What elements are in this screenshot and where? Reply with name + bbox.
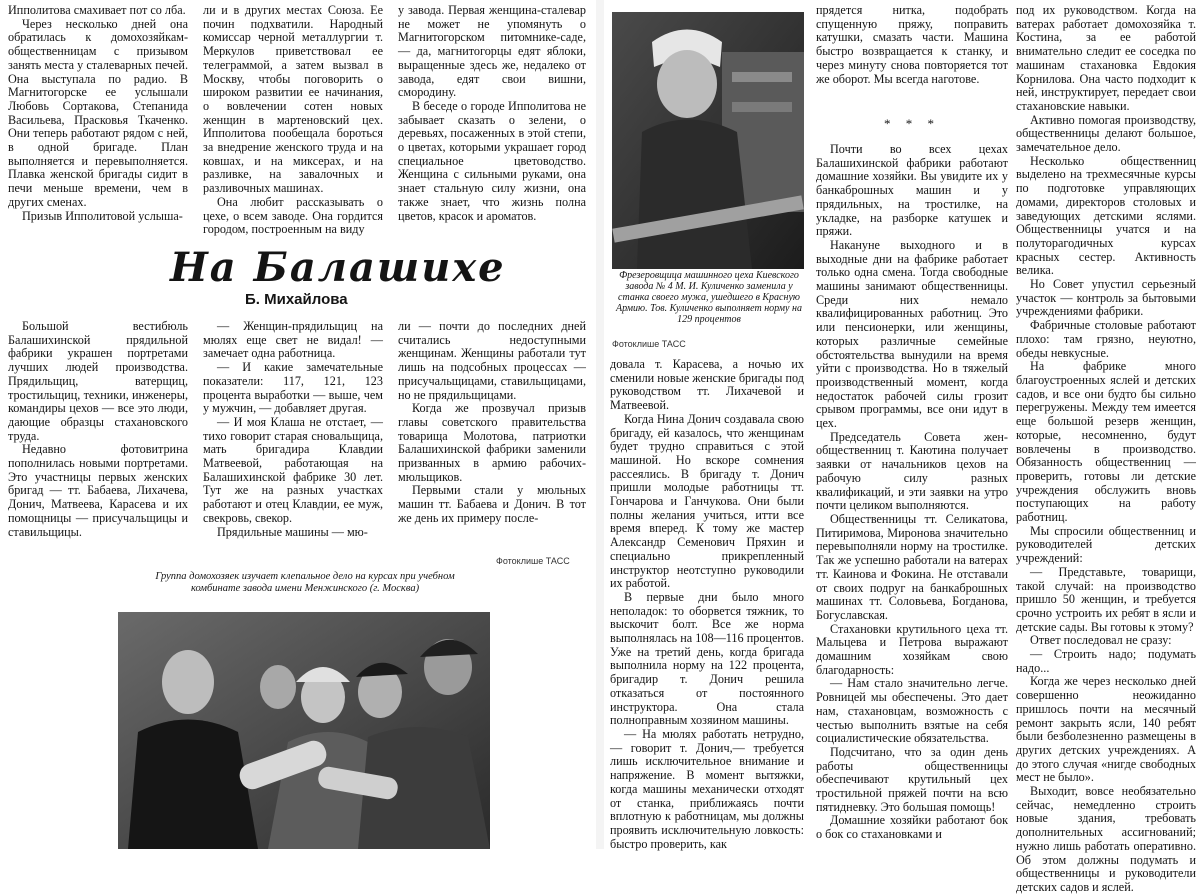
paragraph: — Представьте, товарищи, такой случай: на производство пришло 50 женщин, и требуется срочно устроить их ребят в ясли и детские сады. Вы готовы к этому? [1016,564,1196,634]
photo-image [612,12,804,269]
paragraph: В беседе о городе Ипполитова не забывает сказать о зелени, о деревьях, посаженных в этой степи, о цветах, которыми украшает город специальное цветоводство. Женщина с сильными руками, она знает стальную силу жизни, она также знает, что жизнь полна цветов, красок и ароматов. [398,98,586,223]
article-column-2 [203,320,383,550]
right-column-2 [816,143,1008,846]
paragraph: Выходит, вовсе необязательно сейчас, немедленно строить новые здания, требовать дополнительных ассигнований; нужно лишь работать оперативно. Об этом должны подумать и общественницы и руководители детских садов и яслей. [1016,784,1196,894]
photo-milling-worker [612,12,804,269]
paragraph: Прядильные машины — мю- [217,524,368,539]
paragraph: Стахановки крутильного цеха тт. Мальцева и Петрова выражают домашним хозяйкам свою благодарность: [816,621,1008,677]
paragraph: — На мюлях работать нетрудно, — говорит т. Донич,— требуется лишь исключительное внимание и напряжение. В момент вытяжки, когда машины механически отходят от станка, приближаясь почти вплотную к работницам, мы должны проявить исключительную ловкость: быстро проверить, как [610,726,804,851]
left-page [0,0,596,849]
paragraph: Несколько общественниц выделено на трехмесячные курсы по подготовке управляющих домами, директоров столовых и заведующих детскими яслями. Общественницы учатся и на полуторагодичных курсах красных сестер. Активность велика. [1016,153,1196,278]
paragraph: Когда же через несколько дней совершенно неожиданно пришлось почти на месячный ремонт закрыть ясли, 140 ребят были безболезненно размещены в других детских учреждениях. А до этого случая «нигде свободных мест не было». [1016,674,1196,785]
paragraph: Когда же прозвучал призыв главы советского правительства товарища Молотова, патриотки Балашихинской фабрики заменили призванных в армию рабочих-мюльщиков. [398,401,586,484]
paragraph: Накануне выходного и в выходные дни на фабрике работает только одна смена. Тогда свободные машины занимают общественницы. Среди них немало квалифицированных работниц. Это или пенсионерки, или женщины, которых различные семейные обстоятельства вынудили на время уйти с производства. Но в тяжелый производственный момент, когда недостаток рабочей силы грозит срывом программы, все они идут в цех. [816,237,1008,431]
paragraph: под их руководством. Когда на ватерах работает домохозяйка т. Костина, за ее работой внимательно следит ее соседка по машинам стахановка Евдокия Корнилова. Она часто подходит к ней, инструктирует, передает свои стахановские навыки. [1016,3,1196,113]
paragraph: Но Совет упустил серьезный участок — контроль за бытовыми учреждениями фабрики. [1016,277,1196,319]
top-column-1 [8,3,188,223]
paragraph: На фабрике много благоустроенных яслей и детских садов, и все они будто бы сильно перегружены. Между тем имеется еще большой резерв женщин, которые, несомненно, будут вовлечены в производство. Обязанность общественниц — проверить, готовы ли детские учреждения обслужить вновь поступающих на работу работниц. [1016,359,1196,525]
section-separator: * * * [884,116,940,131]
paragraph: Подсчитано, что за один день работы общественницы обеспечивают крутильный цех тростильной пряжей почти на всю пятидневку. Это большая помощь! [816,744,1008,814]
paragraph: прядется нитка, подобрать спущенную пряжу, поправить катушки, смазать части. Машина быстро возвращается к станку, и через минуту снова повторяется тот же оборот. Мы всегда наготове. [816,3,1008,86]
paragraph: Через несколько дней она обратилась к домохозяйкам-общественницам с призывом занять места у сталеварных печей. Она выступала по радио. В Магнитогорске ее услышали Любовь Сортакова, Степанида Васильева, Прасковья Ткаченко. Они теперь работают рядом с ней, в одной бригаде. План выполняется и перевыполняется. Плавка женской бригады сидит в печи меньше времени, чем в других сменах. [8,16,188,209]
article-byline: Б. Михайлова [245,291,348,308]
right-column-1 [610,357,804,851]
photo-housewives-riveting [118,612,490,849]
paragraph: Общественницы тт. Селикатова, Питиримова, Миронова значительно перевыполняли норму на тростилке. Так же успешно работали на ватерах тт. Каинова и Фокина. Не отставали от своих подруг на банкаброшных машинах тт. Соловьева, Богданова, Богуславская. [816,511,1008,622]
paragraph: — И моя Клаша не отстает, — тихо говорит старая сновальщица, мать бригадира Клавдии Матвеевой, работающая на Балашихинской фабрике 30 лет. Тут же на разных участках работают и отец Клавдии, ее муж, свекровь, свекор. [203,414,383,525]
paragraph: довала т. Карасева, а ночью их сменили новые женские бригады под руководством тт. Лихачевой и Матвеевой. [610,357,804,413]
paragraph: ли и в других местах Союза. Ее почин подхватили. Народный комиссар черной металлургии т. Меркулов приветствовал ее телеграммой, а затем вызвал в Москву, чтобы поговорить о широком развитии ее начинания, о вовлечении сотен новых женщин в мартеновский цех. Ипполитова пообещала бороться за внедрение женского труда и на ковшах, и на миксерах, и на разливке, на завалочных и разливочных машинах. [203,3,383,196]
paragraph: — И какие замечательные показатели: 117, 121, 123 процента выработки — выше, чем у мужчин, — добавляет другая. [203,360,383,416]
paragraph: Мы спросили общественниц и руководителей детских учреждений: [1016,523,1196,566]
paragraph: Первыми стали у мюльных машин тт. Бабаева и Донич. В тот же день их примеру после- [398,483,586,525]
photo-caption: Фрезеровщица машинного цеха Киевского завода № 4 М. И. Куличенко заменила у станка своего мужа, ушедшего в Красную Армию. Тов. Куличенко выполняет норму на 129 процентов [616,270,802,325]
paragraph: Ответ последовал не сразу: [1030,633,1172,648]
article-column-1 [8,320,188,550]
paragraph: — Строить надо; подумать надо... [1016,647,1196,675]
photo-image [118,612,490,849]
paragraph: — Нам стало значительно легче. Ровницей мы обеспечены. Это дает нам, стахановцам, возможность с честью выполнить взятые на себя социалистические обязательства. [816,676,1008,746]
paragraph: В первые дни было много неполадок: то оборвется тяжник, то выскочит болт. Все же норма выполнялась на 108—116 процентов. Уже на третий день, когда бригада выполнила норму на 122 процента, бригадир т. Донич решила отказаться от постоянного инструктора. Она стала полноправным хозяином машины. [610,589,804,728]
paragraph: Председатель Совета жен-общественниц т. Каютина получает заявки от начальников цехов на рабочую силу разных квалификаций, и эти заявки на утро почти целиком выполняются. [816,429,1008,513]
paragraph: Призыв Ипполитовой услыша- [22,208,183,223]
right-column-3 [1016,3,1196,894]
paragraph: Когда Нина Донич создавала свою бригаду, ей казалось, что женщинам будет трудно справиться с этой машиной. Но вскоре сомнения рассеялись. В бригаду т. Донич пришли молодые работницы тт. Гончарова и Ганчукова. Они были полны желания учиться, итти все время вперед. К тому же мастер Александр Семенович Пряхин и специально прикрепленный инструктор неотступно руководили их работой. [610,411,804,591]
top-column-3 [398,3,586,223]
paragraph: у завода. Первая женщина-сталевар не может не упомянуть о Магнитогорском питомнике-саде, — да, магнитогорцы едят яблоки, выращенные здесь же, недалеко от завода, едят свои вишни, смородину. [398,3,586,100]
paragraph: Фабричные столовые работают плохо: там грязно, неуютно, обеды невкусные. [1016,318,1196,360]
paragraph: Активно помогая производству, общественницы делают большое, замечательное дело. [1016,112,1196,155]
right-column-2-top [816,4,1008,104]
paragraph: Почти во всех цехах Балашихинской фабрики работают домашние хозяйки. Вы увидите их у банкаброшных машин и у прядильных, на тростилке, на укладке, на разборке катушек и пряжи. [816,142,1008,239]
right-page [604,0,1200,894]
paragraph: Она любит рассказывать о цехе, о всем заводе. Она гордится городом, построенным на виду [203,194,383,237]
top-column-2 [203,3,383,237]
paragraph: Ипполитова смахивает пот со лба. [8,3,186,17]
photo-credit: Фотоклише ТАСС [496,556,570,566]
paragraph: Недавно фотовитрина пополнилась новыми портретами. Это участницы первых женских бригад — тт. Бабаева, Лихачева, Донич, Матвеева, Карасева и их помощницы — присучальщицы и ставильщицы. [8,442,188,539]
photo-caption: Группа домохозяек изучает клепальное дело на курсах при учебном комбинате завода имени Менжинского (г. Москва) [155,571,455,594]
page-gutter [596,0,604,849]
paragraph: Домашние хозяйки работают бок о бок со стахановками и [816,813,1008,842]
paragraph: ли — почти до последних дней считались недоступными женщинам. Женщины работали тут лишь на подсобных процессах — присучальщицами, ставильщицами, но не прядильщицами. [398,319,586,402]
article-headline: На Балашихе [170,244,506,291]
paragraph: Большой вестибюль Балашихинской прядильной фабрики украшен портретами лучших людей производства. Прядильщиц, ватерщиц, тростильщиц, техники, инженеры, командиры цехов — все это люди, дающие образцы стахановского труда. [8,319,188,443]
paragraph: — Женщин-прядильщиц на мюлях еще свет не видал! — замечает одна работница. [203,319,383,361]
article-column-3 [398,320,586,550]
photo-credit: Фотоклише ТАСС [612,339,686,349]
